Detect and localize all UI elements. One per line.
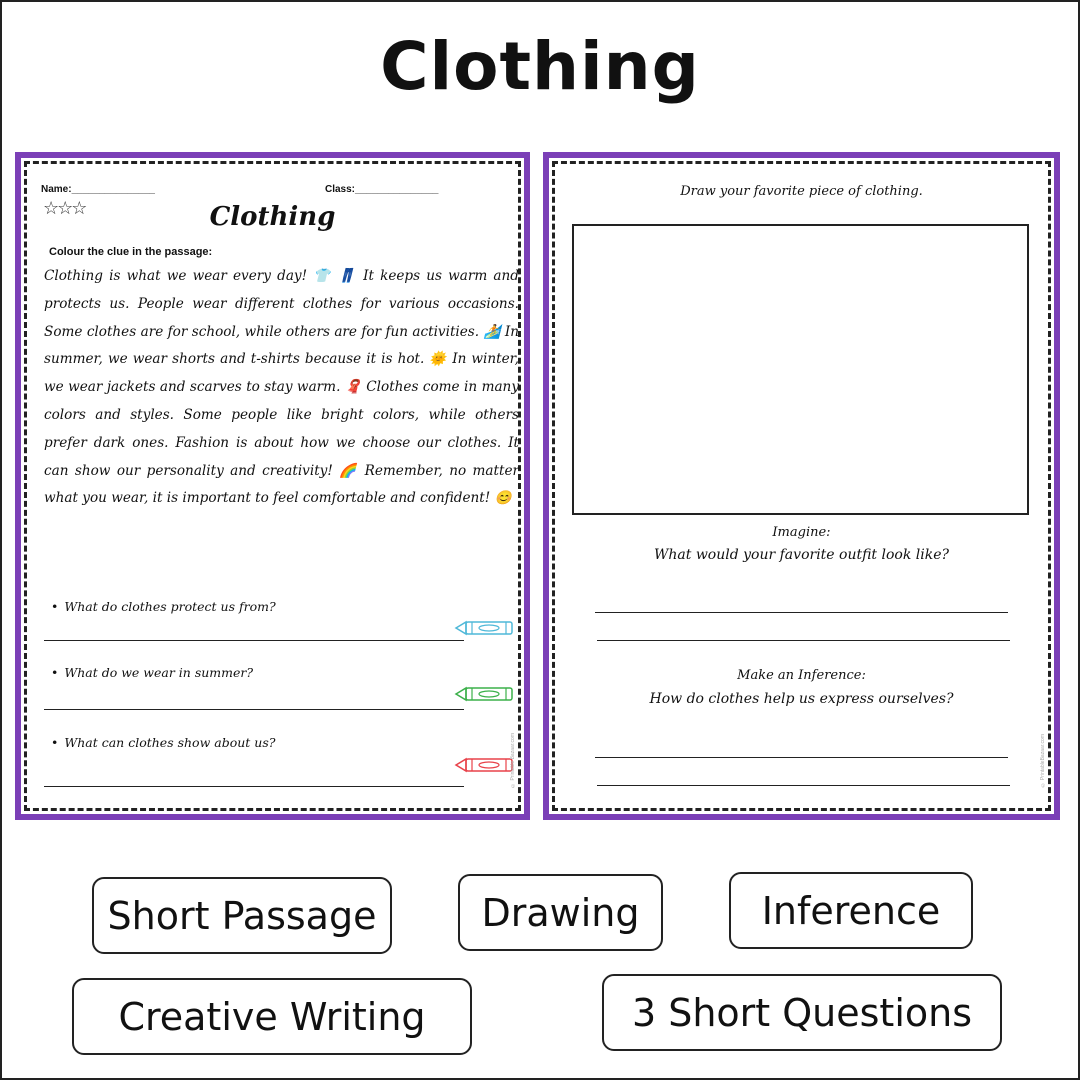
answer-line bbox=[595, 757, 1008, 758]
crayon-icon bbox=[454, 756, 516, 774]
worksheet-page bbox=[552, 161, 1051, 811]
answer-line bbox=[44, 786, 464, 787]
inference-label: Make an Inference: bbox=[737, 668, 866, 683]
answer-line bbox=[597, 785, 1010, 786]
question-text: What do clothes protect us from? bbox=[64, 599, 276, 614]
tag-creative-writing: Creative Writing bbox=[72, 978, 472, 1055]
worksheet-drawing-preview bbox=[543, 152, 1060, 820]
worksheet-page bbox=[24, 161, 521, 811]
imagine-label: Imagine: bbox=[772, 525, 831, 540]
tag-short-passage: Short Passage bbox=[92, 877, 392, 954]
question-text: What do we wear in summer? bbox=[64, 665, 254, 680]
inference-question: How do clothes help us express ourselves? bbox=[649, 691, 954, 707]
instruction-text: Colour the clue in the passage: bbox=[49, 246, 213, 258]
question-1 bbox=[51, 599, 276, 614]
question-text: What can clothes show about us? bbox=[64, 735, 276, 750]
question-3 bbox=[51, 735, 275, 750]
worksheet-title: Clothing bbox=[209, 202, 336, 232]
answer-line bbox=[44, 640, 464, 641]
drawing-prompt: Draw your favorite piece of clothing. bbox=[680, 184, 923, 199]
crayon-icon bbox=[454, 685, 516, 703]
tag-3-short-questions: 3 Short Questions bbox=[602, 974, 1002, 1051]
imagine-question: What would your favorite outfit look like? bbox=[653, 547, 950, 563]
worksheet-passage-preview bbox=[15, 152, 530, 820]
watermark: © PrintableBazaar.com bbox=[1040, 734, 1046, 788]
class-field: Class:_______________ bbox=[325, 184, 439, 195]
tag-inference: Inference bbox=[729, 872, 973, 949]
answer-line bbox=[44, 709, 464, 710]
answer-line bbox=[597, 640, 1010, 641]
drawing-box bbox=[572, 224, 1029, 515]
page-title: Clothing bbox=[380, 28, 700, 105]
watermark: © Printable Bazaar.com bbox=[510, 733, 516, 788]
rating-stars-icon: ☆☆☆ bbox=[43, 198, 86, 219]
bullet-icon: • bbox=[51, 665, 59, 680]
bullet-icon: • bbox=[51, 735, 59, 750]
question-2 bbox=[51, 665, 253, 680]
tag-drawing: Drawing bbox=[458, 874, 663, 951]
crayon-icon bbox=[454, 619, 516, 637]
name-field: Name:_______________ bbox=[41, 184, 155, 195]
reading-passage: Clothing is what we wear every day! 👕 👖 It keeps us warm and protects us. People wear different clothes for various occasions. Some clothes are for school, while others are for fun activities. 🏄 In summer, we wear shorts and t-shirts because it is hot. 🌞 In winter, we wear jackets and scarves to stay warm. 🧣 Clothes come in many colors and styles. Some people like bright colors, while others prefer dark ones. Fashion is about how we choose our clothes. It can show our personality and creativity! 🌈 Remember, no matter what you wear, it is important to feel comfortable and confident! 😊 bbox=[44, 268, 519, 507]
bullet-icon: • bbox=[51, 599, 59, 614]
answer-line bbox=[595, 612, 1008, 613]
